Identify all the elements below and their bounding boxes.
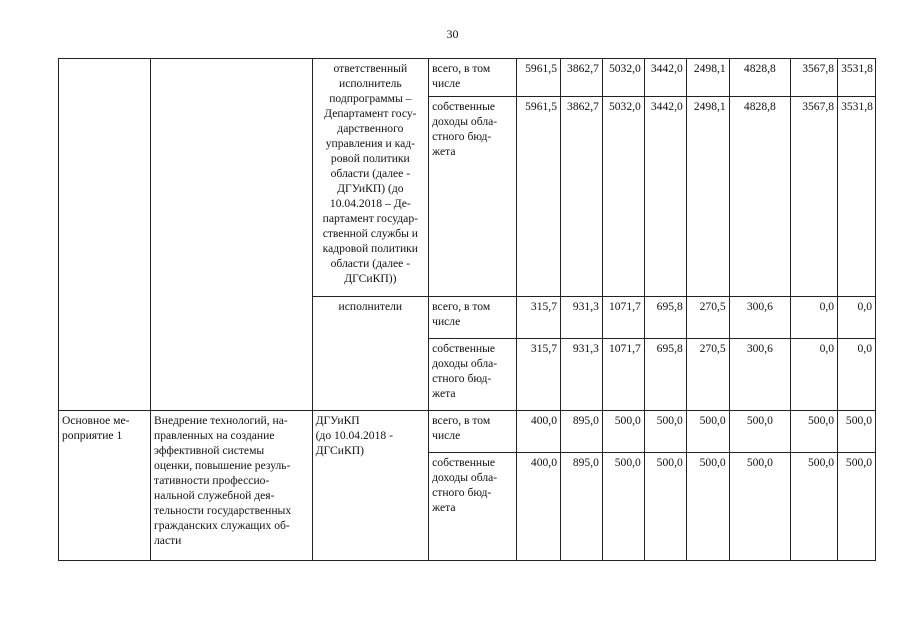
value-cell: 3442,0: [644, 97, 686, 297]
value-cell: 3567,8: [791, 97, 838, 297]
value-cell: 0,0: [838, 297, 876, 339]
value-cell: 931,3: [561, 339, 603, 411]
value-cell: 500,0: [791, 411, 838, 453]
value-cell: 3567,8: [791, 59, 838, 97]
value-cell: 4828,8: [729, 97, 790, 297]
executor-cell: исполнители: [312, 297, 429, 411]
value-cell: 3862,7: [561, 59, 603, 97]
event-name-cell: Внедрение технологий, на- правленных на создание эффективной системы оценки, повышение резуль- тативности профессио- нальной служебной дея- тельности государственных гражданских служащих об- ласти: [151, 411, 313, 561]
value-cell: 5032,0: [602, 59, 644, 97]
funding-source-cell: собственные доходы обла- стного бюд- жета: [429, 339, 517, 411]
value-cell: 500,0: [602, 453, 644, 561]
value-cell: 270,5: [686, 339, 729, 411]
funding-source-cell: собственные доходы обла- стного бюд- жета: [429, 97, 517, 297]
value-cell: 695,8: [644, 339, 686, 411]
value-cell: 0,0: [838, 339, 876, 411]
value-cell: 3531,8: [838, 97, 876, 297]
budget-table: [58, 58, 876, 561]
value-cell: 315,7: [517, 297, 561, 339]
value-cell: 500,0: [602, 411, 644, 453]
value-cell: 5032,0: [602, 97, 644, 297]
executor-cell: ответственный исполнитель подпрограммы – Департамент госу- дарственного управления и кад- ровой политики области (далее - ДГУиКП) (до 10.04.2018 – Де- партамент государ- ственной службы и кадровой политики области (далее - ДГСиКП)): [312, 59, 429, 297]
value-cell: 3531,8: [838, 59, 876, 97]
table-row: [59, 411, 876, 453]
value-cell: 2498,1: [686, 59, 729, 97]
value-cell: 400,0: [517, 453, 561, 561]
value-cell: 0,0: [791, 339, 838, 411]
executor-cell: ДГУиКП (до 10.04.2018 - ДГСиКП): [312, 411, 429, 561]
value-cell: 500,0: [838, 453, 876, 561]
value-cell: 500,0: [644, 411, 686, 453]
value-cell: 500,0: [791, 453, 838, 561]
value-cell: 0,0: [791, 297, 838, 339]
value-cell: 300,6: [729, 339, 790, 411]
value-cell: 400,0: [517, 411, 561, 453]
funding-source-cell: всего, в том числе: [429, 411, 517, 453]
value-cell: 2498,1: [686, 97, 729, 297]
page-number: 30: [446, 27, 459, 41]
funding-source-cell: всего, в том числе: [429, 59, 517, 97]
value-cell: 1071,7: [602, 297, 644, 339]
value-cell: 895,0: [561, 411, 603, 453]
value-cell: 300,6: [729, 297, 790, 339]
value-cell: 270,5: [686, 297, 729, 339]
value-cell: 931,3: [561, 297, 603, 339]
value-cell: 500,0: [729, 411, 790, 453]
event-cell: Основное ме- роприятие 1: [59, 411, 151, 561]
event-name-cell: [151, 59, 313, 411]
value-cell: 1071,7: [602, 339, 644, 411]
value-cell: 500,0: [686, 453, 729, 561]
value-cell: 315,7: [517, 339, 561, 411]
value-cell: 5961,5: [517, 59, 561, 97]
value-cell: 500,0: [686, 411, 729, 453]
value-cell: 3862,7: [561, 97, 603, 297]
value-cell: 895,0: [561, 453, 603, 561]
value-cell: 500,0: [644, 453, 686, 561]
value-cell: 695,8: [644, 297, 686, 339]
table-row: [59, 59, 876, 97]
value-cell: 500,0: [729, 453, 790, 561]
funding-source-cell: всего, в том числе: [429, 297, 517, 339]
funding-source-cell: собственные доходы обла- стного бюд- жета: [429, 453, 517, 561]
value-cell: 500,0: [838, 411, 876, 453]
value-cell: 5961,5: [517, 97, 561, 297]
value-cell: 4828,8: [729, 59, 790, 97]
event-cell: [59, 59, 151, 411]
value-cell: 3442,0: [644, 59, 686, 97]
